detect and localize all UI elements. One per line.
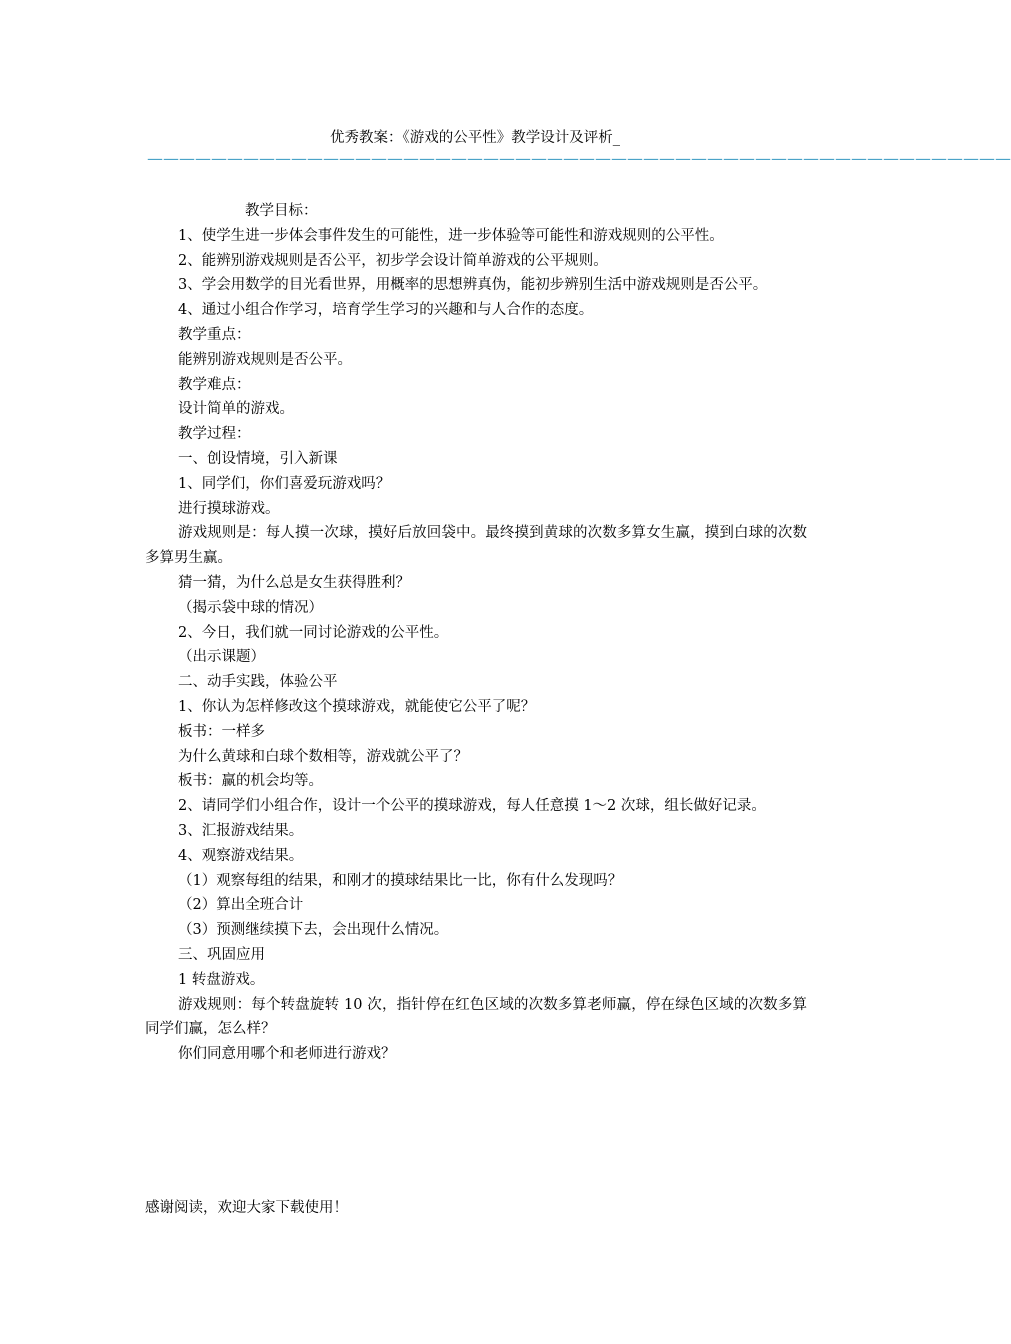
paragraph: （1）观察每组的结果，和刚才的摸球结果比一比，你有什么发现吗？ [178, 872, 623, 889]
title-divider: —————————————————————————————————————————————————————— [147, 149, 1011, 168]
paragraph: （揭示袋中球的情况） [178, 599, 323, 616]
paragraph: 2、能辨别游戏规则是否公平，初步学会设计简单游戏的公平规则。 [178, 252, 608, 269]
paragraph: 进行摸球游戏。 [178, 500, 280, 517]
section-heading-objectives: 教学目标： [245, 203, 318, 219]
paragraph: 1、使学生进一步体会事件发生的可能性，进一步体验等可能性和游戏规则的公平性。 [178, 227, 724, 244]
paragraph: 1 转盘游戏。 [178, 971, 265, 988]
paragraph: 板书：赢的机会均等。 [178, 773, 323, 790]
document-title: 优秀教案：《游戏的公平性》教学设计及评析_ [330, 130, 620, 146]
paragraph: 三、巩固应用 [178, 946, 265, 963]
paragraph: 2、请同学们小组合作，设计一个公平的摸球游戏，每人任意摸 1～2 次球，组长做好记录。 [178, 798, 766, 815]
document-body [145, 199, 807, 1067]
paragraph: 为什么黄球和白球个数相等，游戏就公平了？ [178, 748, 468, 765]
paragraph: 游戏规则是：每人摸一次球，摸好后放回袋中。最终摸到黄球的次数多算女生赢，摸到白球的次数多算男生赢。 [145, 525, 807, 567]
paragraph: （2）算出全班合计 [178, 897, 304, 914]
paragraph: 4、观察游戏结果。 [178, 847, 304, 864]
paragraph: 能辨别游戏规则是否公平。 [178, 351, 352, 368]
paragraph: 1、同学们，你们喜爱玩游戏吗？ [178, 475, 391, 492]
paragraph: 2、今日，我们就一同讨论游戏的公平性。 [178, 624, 449, 641]
paragraph: （出示课题） [178, 649, 265, 666]
footer-note: 感谢阅读，欢迎大家下载使用！ [145, 1200, 348, 1216]
paragraph: 一、创设情境，引入新课 [178, 450, 338, 467]
paragraph: 板书：一样多 [178, 723, 265, 740]
paragraph: 设计简单的游戏。 [178, 401, 294, 418]
paragraph: 你们同意用哪个和老师进行游戏？ [178, 1046, 396, 1063]
paragraph: 游戏规则：每个转盘旋转 10 次，指针停在红色区域的次数多算老师赢，停在绿色区域的次数多算同学们赢，怎么样？ [145, 996, 807, 1038]
section-heading-key-points: 教学重点： [178, 326, 251, 343]
paragraph: 3、汇报游戏结果。 [178, 822, 304, 839]
paragraph: 4、通过小组合作学习，培育学生学习的兴趣和与人合作的态度。 [178, 302, 594, 319]
paragraph: 猜一猜，为什么总是女生获得胜利？ [178, 574, 410, 591]
paragraph: 1、你认为怎样修改这个摸球游戏，就能使它公平了呢？ [178, 698, 536, 715]
section-heading-difficulties: 教学难点： [178, 376, 251, 393]
paragraph: （3）预测继续摸下去，会出现什么情况。 [178, 922, 449, 939]
paragraph: 3、学会用数学的目光看世界，用概率的思想辨真伪，能初步辨别生活中游戏规则是否公平。 [178, 277, 768, 294]
paragraph: 二、动手实践，体验公平 [178, 674, 338, 691]
section-heading-process: 教学过程： [178, 426, 251, 443]
